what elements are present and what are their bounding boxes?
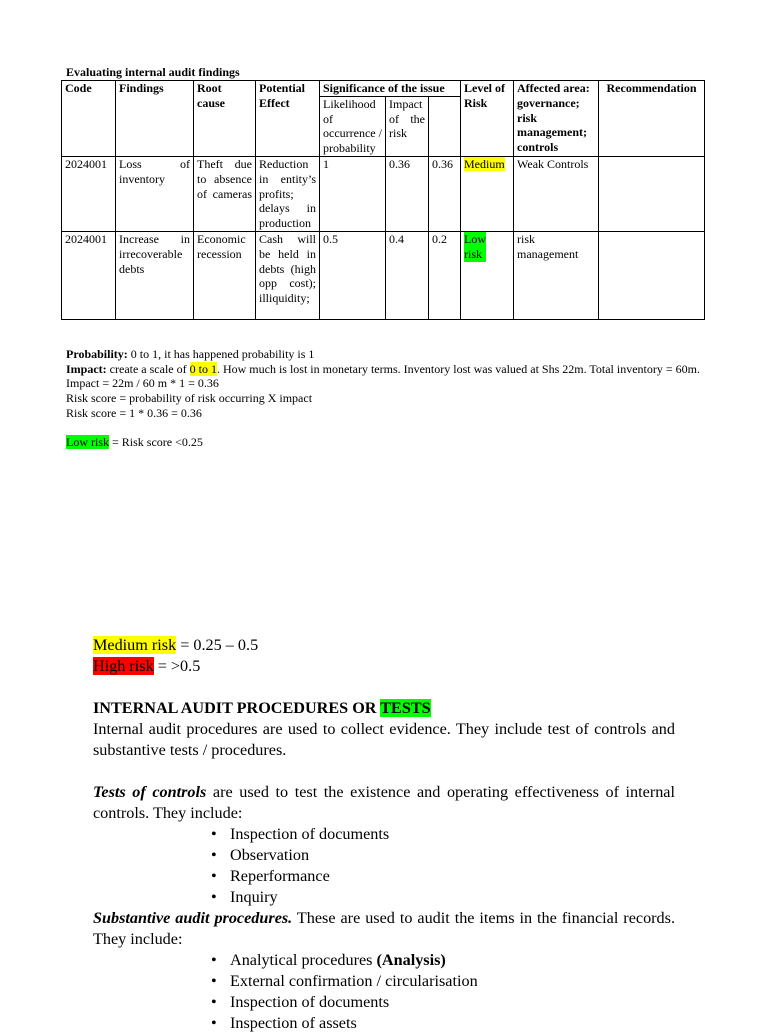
probability-text: 0 to 1, it has happened probability is 1	[127, 347, 315, 361]
table-title: Evaluating internal audit findings	[66, 65, 240, 79]
cell-score: 0.2	[429, 231, 461, 319]
probability-label: Probability:	[66, 347, 128, 361]
medium-risk-highlight: Medium risk	[93, 636, 177, 654]
list-item: • Inspection of documents	[93, 824, 675, 845]
high-risk-line	[93, 656, 675, 677]
probability-note	[66, 347, 706, 362]
cell-score: 0.36	[429, 156, 461, 231]
risk-score-definition: Risk score = probability of risk occurring X impact	[66, 391, 313, 406]
header-root-cause: Root cause	[194, 81, 256, 157]
header-recommendation: Recommendation	[599, 81, 705, 157]
level-low-highlight: Low risk	[464, 231, 486, 261]
header-findings: Findings	[116, 81, 194, 157]
high-risk-text: = >0.5	[153, 657, 201, 675]
tests-of-controls-label: Tests of controls	[93, 783, 207, 801]
tests-of-controls-text: are used to test the existence and operating effectiveness of internal controls. They include:	[93, 783, 675, 822]
cell-likelihood: 1	[320, 156, 386, 231]
cell-affected-area: risk management	[514, 231, 599, 319]
table-row	[62, 231, 705, 319]
substantive-procedures-label: Substantive audit procedures.	[93, 909, 293, 927]
header-likelihood: Likelihood of occurrence / probability	[320, 96, 386, 156]
audit-findings-table	[61, 80, 705, 320]
cell-affected-area: Weak Controls	[514, 156, 599, 231]
cell-potential-effect: Reduction in entity’s profits; delays in production	[256, 156, 320, 231]
high-risk-highlight: High risk	[93, 657, 154, 675]
header-potential-effect: Potential Effect	[256, 81, 320, 157]
cell-level	[461, 156, 514, 231]
impact-scale-highlight: 0 to 1	[189, 361, 217, 376]
list-item: • External confirmation / circularisation	[93, 971, 675, 992]
medium-risk-text: = 0.25 – 0.5	[176, 636, 259, 654]
substantive-procedures-list	[93, 950, 675, 1034]
cell-code: 2024001	[62, 231, 116, 319]
procedures-section	[93, 698, 675, 1034]
impact-label: Impact:	[66, 361, 107, 376]
list-item: • Reperformance	[93, 866, 675, 887]
risk-scale-section	[93, 635, 675, 677]
impact-text-continued: . How much is lost in monetary terms. Inventory lost was valued at Shs 22m. Total inventory = 60m.	[216, 361, 700, 376]
cell-findings: Loss of inventory	[116, 156, 194, 231]
header-affected-area: Affected area: governance; risk management; controls	[514, 81, 599, 157]
substantive-procedures-paragraph	[93, 908, 675, 950]
cell-impact: 0.4	[386, 231, 429, 319]
procedures-heading-highlight: TESTS	[380, 699, 431, 717]
notes-section	[66, 347, 706, 450]
cell-code: 2024001	[62, 156, 116, 231]
header-significance: Significance of the issue	[320, 81, 461, 97]
low-risk-line	[66, 435, 706, 450]
cell-findings: Increase in irrecoverable debts	[116, 231, 194, 319]
cell-likelihood: 0.5	[320, 231, 386, 319]
list-item: • Inquiry	[93, 887, 675, 908]
procedures-heading-text: INTERNAL AUDIT PROCEDURES OR	[93, 699, 381, 717]
cell-impact: 0.36	[386, 156, 429, 231]
cell-root-cause: Theft due to absence of cameras	[194, 156, 256, 231]
header-score	[429, 96, 461, 156]
substantive-procedures-text: These are used to audit the items in the financial records. They include:	[93, 909, 675, 948]
header-level-of-risk: Level of Risk	[461, 81, 514, 157]
medium-risk-line	[93, 635, 675, 656]
impact-calculation: Impact = 22m / 60 m * 1 = 0.36	[66, 376, 219, 391]
list-item: • Observation	[93, 845, 675, 866]
cell-potential-effect: Cash will be held in debts (high opp cost); illiquidity;	[256, 231, 320, 319]
tests-of-controls-list	[93, 824, 675, 908]
cell-recommendation	[599, 231, 705, 319]
procedures-heading	[93, 698, 675, 719]
table-row	[62, 156, 705, 231]
table-header-row	[62, 81, 705, 97]
list-item-text: Analytical procedures	[230, 951, 377, 969]
list-item-bold: (Analysis)	[376, 951, 446, 969]
risk-score-calculation: Risk score = 1 * 0.36 = 0.36	[66, 405, 202, 420]
low-risk-text: = Risk score <0.25	[109, 435, 203, 450]
list-item	[93, 950, 675, 971]
impact-text: create a scale of	[106, 361, 190, 376]
cell-level	[461, 231, 514, 319]
list-item: • Inspection of documents	[93, 992, 675, 1013]
cell-recommendation	[599, 156, 705, 231]
header-impact: Impact of the risk	[386, 96, 429, 156]
impact-note	[66, 362, 706, 377]
list-item: • Inspection of assets	[93, 1013, 675, 1034]
tests-of-controls-paragraph	[93, 782, 675, 824]
cell-root-cause: Economic recession	[194, 231, 256, 319]
low-risk-highlight: Low risk	[66, 435, 109, 450]
level-medium-highlight: Medium	[464, 156, 505, 171]
header-code: Code	[62, 81, 116, 157]
procedures-intro: Internal audit procedures are used to collect evidence. They include test of controls and substantive tests / procedures.	[93, 720, 675, 759]
